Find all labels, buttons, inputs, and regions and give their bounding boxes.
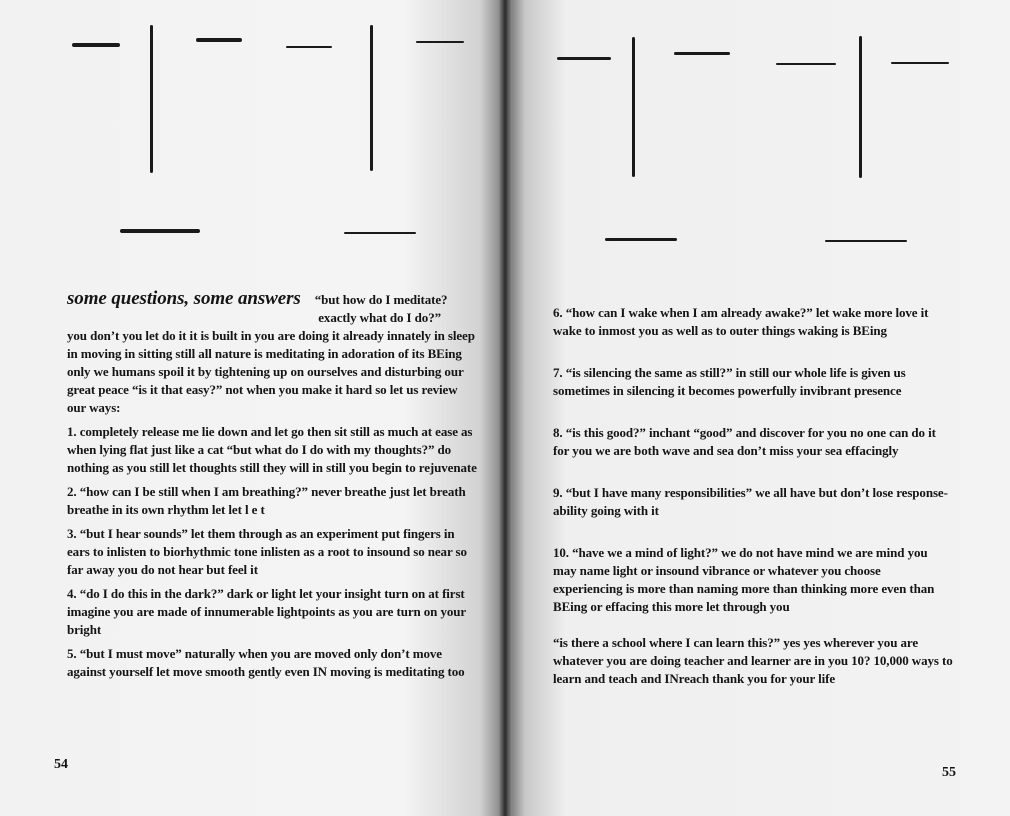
brush-stroke xyxy=(286,46,332,48)
right-page xyxy=(505,0,1010,816)
page-number-right: 55 xyxy=(942,765,956,780)
heading-row xyxy=(67,290,477,309)
brush-stroke xyxy=(825,240,907,242)
brush-stroke xyxy=(859,36,862,178)
brush-stroke xyxy=(891,62,949,64)
qa-item-10: 10. “have we a mind of light?” we do not have mind we are mind you may name light or insound vibrance or whatever you choose experiencing is more than naming more than thinking more even than BEing or effacing this more let through you xyxy=(553,545,935,614)
brush-stroke xyxy=(196,38,242,42)
brush-stroke xyxy=(416,41,464,43)
brush-stroke xyxy=(776,63,836,65)
brush-stroke xyxy=(72,43,120,47)
qa-item-9: 9. “but I have many responsibilities” we all have but don’t lose response-ability going with it xyxy=(553,485,948,518)
intro-paragraph: you don’t you let do it it is built in you are doing it already innately in sleep in moving in sitting still all nature is meditating in adoration of its BEing only we humans spoil it by tightening up on ourselves and disturbing our great peace “is it that easy?” not when you make it hard so let us review our ways: xyxy=(67,328,475,415)
intro-question-line2: exactly what do I do?” xyxy=(318,310,441,325)
qa-item-school: “is there a school where I can learn this?” yes yes wherever you are whatever you are doing teacher and learner are in you 10? 10,000 ways to learn and teach and INreach thank you for your life xyxy=(553,635,953,686)
brush-stroke xyxy=(370,25,373,171)
brush-stroke xyxy=(605,238,677,241)
book-spine xyxy=(498,0,512,816)
right-text-block xyxy=(553,304,953,694)
qa-item-4: 4. “do I do this in the dark?” dark or light let your insight turn on at first imagine you are made of innumerable lightpoints as you are turn on your bright xyxy=(67,586,466,637)
qa-item-6: 6. “how can I wake when I am already awake?” let wake more love it wake to inmost you as well as to outer things waking is BEing xyxy=(553,305,929,338)
qa-item-1: 1. completely release me lie down and let go then sit still as much at ease as when lying flat just like a cat “but what do I do with my thoughts?” do nothing as you still let thoughts still they will in still you begin to rejuvenate xyxy=(67,424,477,475)
page-number-left: 54 xyxy=(54,757,68,772)
brush-stroke xyxy=(557,57,611,60)
qa-item-3: 3. “but I hear sounds” let them through as an experiment put fingers in ears to inlisten to biorhythmic tone inlisten as a root to insound so near so far away you do not hear but feel it xyxy=(67,526,467,577)
brush-stroke xyxy=(632,37,635,177)
qa-item-2: 2. “how can I be still when I am breathing?” never breathe just let breath breathe in its own rhythm let let l e t xyxy=(67,484,466,517)
brush-stroke xyxy=(674,52,730,55)
brush-stroke xyxy=(120,229,200,233)
left-text-block xyxy=(67,290,477,687)
qa-item-7: 7. “is silencing the same as still?” in still our whole life is given us sometimes in silencing it becomes powerfully invibrant presence xyxy=(553,365,906,398)
brush-stroke xyxy=(344,232,416,234)
section-heading: some questions, some answers xyxy=(67,288,301,309)
qa-item-5: 5. “but I must move” naturally when you are moved only don’t move against yourself let move smooth gently even IN moving is meditating too xyxy=(67,646,465,679)
intro-question-line1: “but how do I meditate? xyxy=(314,292,448,307)
qa-item-8: 8. “is this good?” inchant “good” and discover for you no one can do it for you we are both wave and sea don’t miss your sea effacingly xyxy=(553,425,936,458)
brush-stroke xyxy=(150,25,153,173)
